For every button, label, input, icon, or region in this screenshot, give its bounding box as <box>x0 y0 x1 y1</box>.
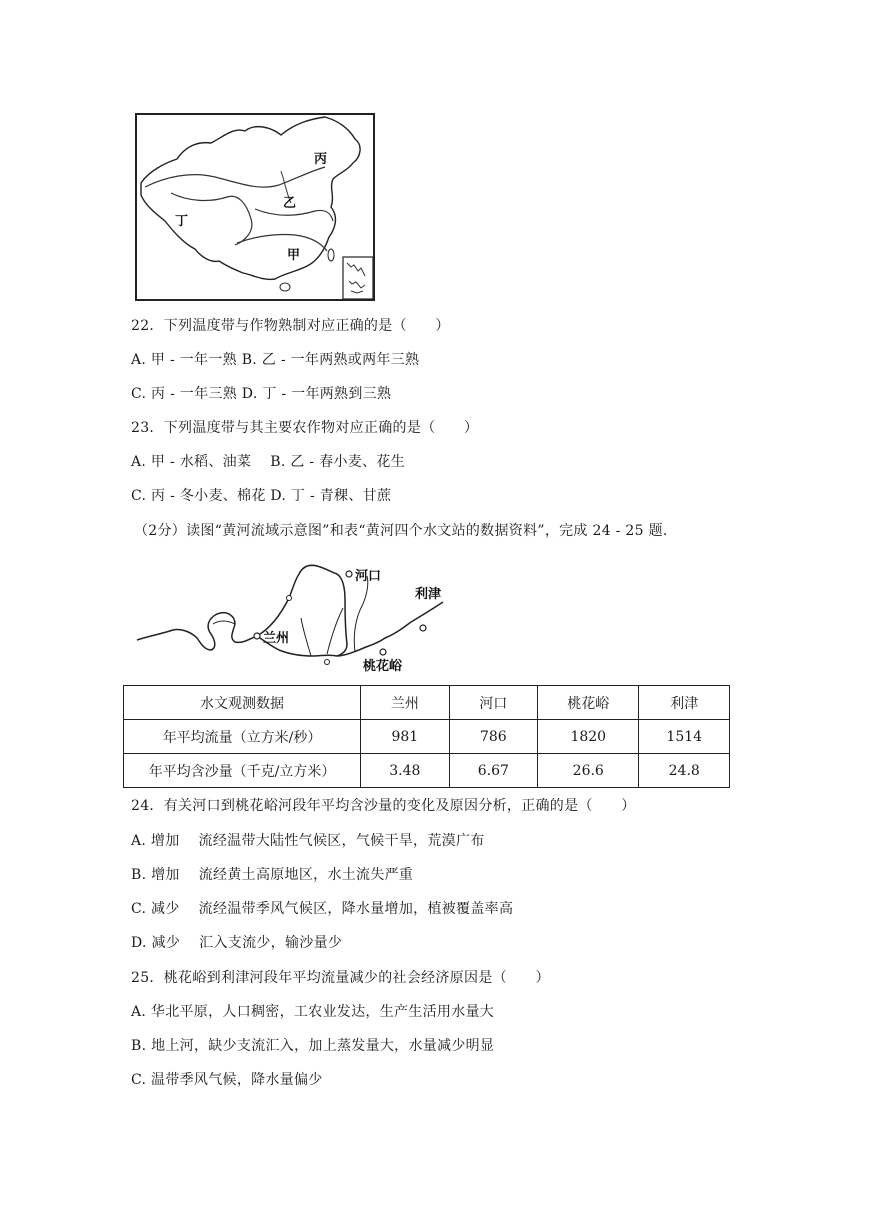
table-cell: 1820 <box>538 720 639 754</box>
table-cell: 6.67 <box>449 754 537 788</box>
zone-label-jia: 甲 <box>287 248 301 263</box>
q25-option-c: C. 温带季风气候，降水量偏少 <box>131 1072 323 1088</box>
table-header-cell: 兰州 <box>361 686 449 720</box>
hydrological-data-table <box>123 685 730 788</box>
q24-option-d: D. 减少 汇入支流少，输沙量少 <box>131 935 343 951</box>
q24-option-b: B. 增加 流经黄土高原地区，水土流失严重 <box>131 867 414 883</box>
q23-options-cd: C. 丙 - 冬小麦、棉花 D. 丁 - 青稞、甘蔗 <box>131 488 392 504</box>
station-hekou-dot <box>346 571 352 577</box>
table-cell: 24.8 <box>639 754 730 788</box>
q22-stem: 22．下列温度带与作物熟制对应正确的是（ ） <box>131 318 450 334</box>
station-label-taohuayu: 桃花峪 <box>363 659 403 673</box>
table-header-cell: 水文观测数据 <box>124 686 361 720</box>
station-lanzhou-dot <box>254 633 260 639</box>
q24-stem: 24．有关河口到桃花峪河段年平均含沙量的变化及原因分析，正确的是（ ） <box>131 798 636 814</box>
yellow-river-basin-map <box>131 558 461 673</box>
station-label-lijin: 利津 <box>415 587 442 602</box>
station-minor-dot <box>287 596 292 601</box>
q22-options-ab: A. 甲 - 一年一熟 B. 乙 - 一年两熟或两年三熟 <box>131 352 420 368</box>
table-row <box>124 754 730 788</box>
q22-options-cd: C. 丙 - 一年三熟 D. 丁 - 一年两熟到三熟 <box>131 386 392 402</box>
table-cell: 786 <box>449 720 537 754</box>
station-lijin-dot <box>420 625 426 631</box>
table-cell: 3.48 <box>361 754 449 788</box>
table-header-cell: 利津 <box>639 686 730 720</box>
china-map-graphic <box>135 113 375 301</box>
station-taohuayu-dot <box>380 649 386 655</box>
q25-stem: 25．桃花峪到利津河段年平均流量减少的社会经济原因是（ ） <box>131 970 550 986</box>
table-header-cell: 河口 <box>449 686 537 720</box>
zone-label-bing: 丙 <box>314 152 328 167</box>
station-label-lanzhou: 兰州 <box>263 631 290 646</box>
table-header-cell: 桃花峪 <box>538 686 639 720</box>
yellow-river-main-stream <box>137 602 443 656</box>
zone-label-ding: 丁 <box>175 214 189 229</box>
station-minor-dot <box>325 660 330 665</box>
q23-options-ab: A. 甲 - 水稻、油菜 B. 乙 - 春小麦、花生 <box>131 454 406 470</box>
q24-option-a: A. 增加 流经温带大陆性气候区，气候干旱，荒漠广布 <box>131 833 485 849</box>
table-cell: 1514 <box>639 720 730 754</box>
zone-label-yi: 乙 <box>283 196 297 211</box>
station-label-hekou: 河口 <box>355 569 382 584</box>
table-cell: 26.6 <box>538 754 639 788</box>
table-row <box>124 720 730 754</box>
section-intro: （2分）读图“黄河流域示意图”和表“黄河四个水文站的数据资料”，完成 24 - 25 题. <box>134 523 668 539</box>
q25-option-a: A. 华北平原，人口稠密，工农业发达，生产生活用水量大 <box>131 1004 495 1020</box>
q24-option-c: C. 减少 流经温带季风气候区，降水量增加，植被覆盖率高 <box>131 901 514 917</box>
yellow-river-graphic <box>131 558 461 673</box>
table-cell: 年平均流量（立方米/秒） <box>124 720 361 754</box>
q23-stem: 23．下列温度带与其主要农作物对应正确的是（ ） <box>131 420 479 436</box>
china-temperature-zone-map <box>135 113 375 301</box>
q25-option-b: B. 地上河，缺少支流汇入，加上蒸发量大，水量减少明显 <box>131 1038 495 1054</box>
table-cell: 年平均含沙量（千克/立方米） <box>124 754 361 788</box>
table-cell: 981 <box>361 720 449 754</box>
table-header-row <box>124 686 730 720</box>
